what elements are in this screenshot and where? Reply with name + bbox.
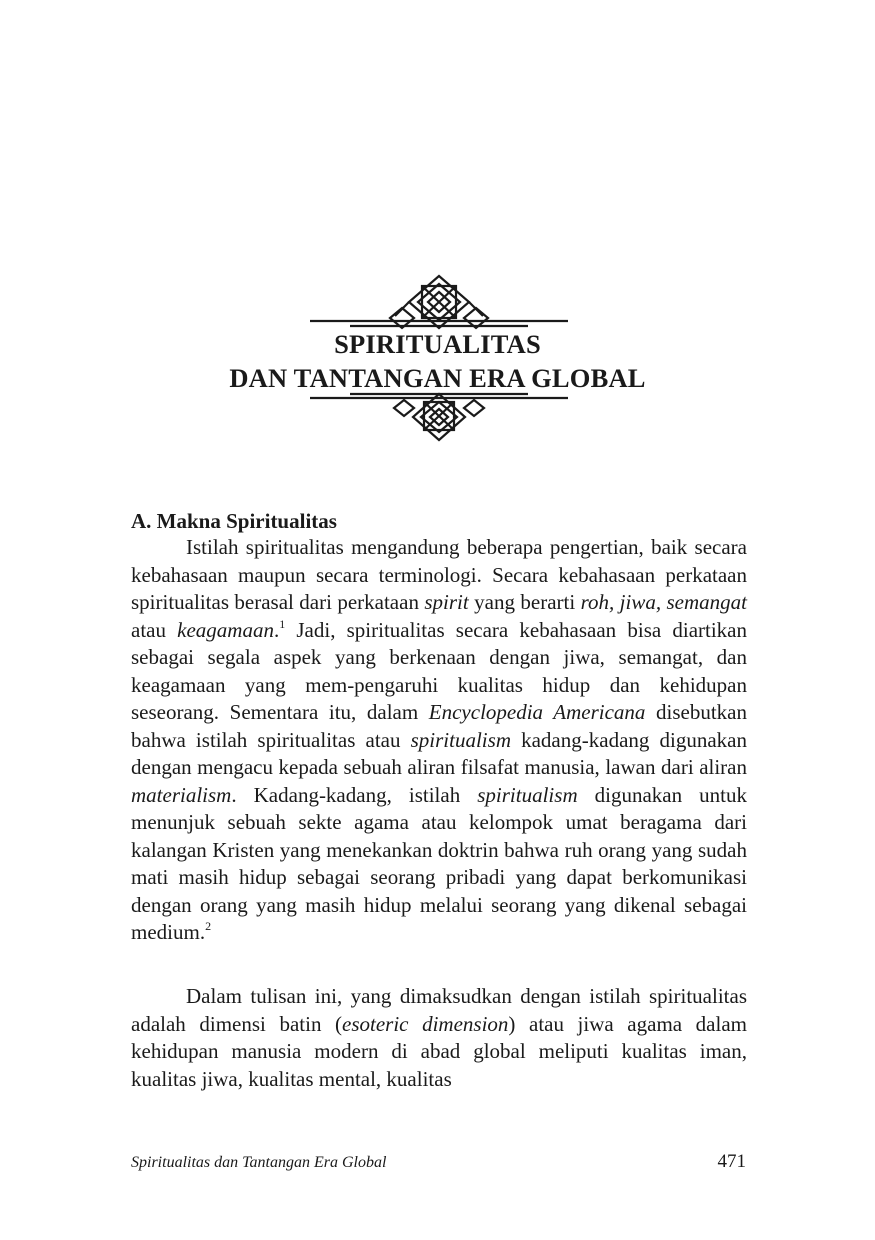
chapter-title-line2: DAN TANTANGAN ERA GLOBAL <box>229 363 646 393</box>
text-run: Istilah spiritualitas mengandung beberapa pengertian, baik secara kebahasaan maupun secara terminologi. Secara kebahasaan perkataan spiritualitas berasal dari perkataan <box>131 535 747 614</box>
paragraph-2 <box>131 983 747 1093</box>
italic-term: keagamaan <box>177 617 274 642</box>
text-run: atau <box>131 617 178 642</box>
text-run: digunakan untuk menunjuk sebuah sekte agama atau kelompok umat beragama dari kalangan Kristen yang menekankan doktrin bahwa ruh orang yang sudah mati masih hidup sebagai seorang pribadi yang dapat berkomunikasi dengan orang yang masih hidup melalui seorang yang dikenal sebagai medium. <box>131 782 748 944</box>
text-run: Jadi, spiritualitas secara kebahasaan bisa diartikan sebagai segala aspek yang berkenaan dengan jiwa, semangat, dan keagamaan yang mem-pengaruhi kualitas hidup dan kehidupan seseorang. Sementara itu, dalam <box>131 617 747 724</box>
italic-term: spiritualism <box>410 727 511 752</box>
ornament-top-icon <box>310 272 568 336</box>
paragraph-1 <box>131 534 747 947</box>
section-heading: A. Makna Spiritualitas <box>131 509 337 533</box>
italic-term: spirit <box>424 590 469 614</box>
italic-term: Encyclopedia Americana <box>428 700 646 724</box>
chapter-title-line1: SPIRITUALITAS <box>334 329 541 359</box>
text-run: yang berarti <box>468 590 581 614</box>
text-run: . <box>273 617 280 642</box>
text-run: disebutkan bahwa istilah spiritualitas atau <box>131 700 747 752</box>
ornament-top <box>310 272 568 336</box>
text-run: ) atau jiwa agama dalam kehidupan manusia modern di abad global meliputi kualitas iman, kualitas jiwa, kualitas mental, kualitas <box>131 1011 747 1091</box>
italic-term: esoteric dimension <box>342 1011 509 1036</box>
italic-term: materialism <box>131 782 232 807</box>
italic-term: roh, jiwa, semangat <box>580 590 748 614</box>
text-run: kadang-kadang digunakan dengan mengacu kepada sebuah aliran filsafat manusia, lawan dari aliran <box>131 727 747 779</box>
text-run: . Kadang-kadang, istilah <box>231 782 478 807</box>
running-footer-title: Spiritualitas dan Tantangan Era Global <box>131 1154 387 1171</box>
footnote-marker: 2 <box>205 919 212 933</box>
ornament-bottom <box>310 392 568 444</box>
page-number: 471 <box>717 1151 746 1172</box>
italic-term: spiritualism <box>477 782 578 807</box>
ornament-bottom-icon <box>310 392 568 444</box>
footnote-marker: 1 <box>279 616 286 631</box>
text-run: Dalam tulisan ini, yang dimaksudkan dengan istilah spiritualitas adalah dimensi batin ( <box>131 984 747 1036</box>
